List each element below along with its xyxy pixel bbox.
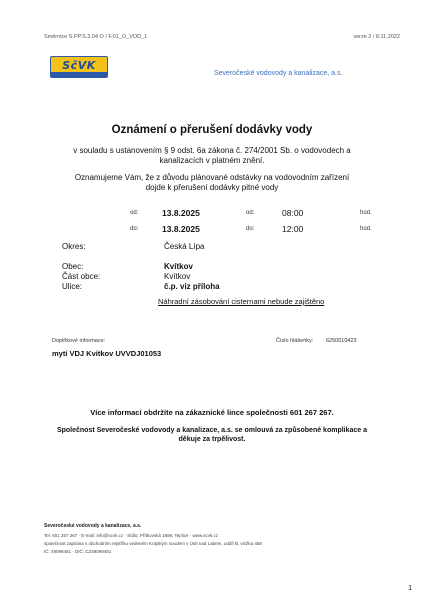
obec-label: Obec: <box>62 262 84 271</box>
ulice-value: č.p. viz příloha <box>164 282 220 291</box>
date-from-value: 13.8.2025 <box>162 208 200 218</box>
date-from-label: od: <box>130 210 139 216</box>
legal-line-1: v souladu s ustanovením § 9 odst. 6a zákona č. 274/2001 Sb. o vodovodech a <box>73 146 351 155</box>
time-to-unit: hod. <box>360 226 372 232</box>
supply-note: Náhradní zásobování cisternami nebude zajištěno <box>158 297 325 306</box>
footer-contact: Tel. 601 267 267 · E-mail: info@scvk.cz · Sídlo: Přítkovská 1689, Teplice · www.scvk.cz <box>44 533 219 538</box>
footer-ids: IČ: 49099451 · DIČ: CZ49099451 <box>44 549 112 554</box>
document-version: verze 2 / 8.11.2022 <box>353 34 400 40</box>
cast-obce-label: Část obce: <box>62 272 101 281</box>
apology-line-1: Společnost Severočeské vodovody a kanalizace, a.s. se omlouvá za způsobené komplikace a <box>56 427 368 434</box>
footer-registry: společnost zapsána v obchodním rejstříku vedeném Krajským soudem v Ústí nad Labem, oddíl B, vložka 468 <box>44 541 262 546</box>
company-logo <box>50 56 108 78</box>
page-title: Oznámení o přerušení dodávky vody <box>111 124 313 136</box>
ulice-label: Ulice: <box>62 282 83 291</box>
okres-value: Česká Lípa <box>164 242 205 251</box>
logo-band <box>51 72 107 77</box>
cast-obce-value: Kvítkov <box>164 272 191 281</box>
company-name: Severočeské vodovody a kanalizace, a.s. <box>214 70 343 77</box>
contact-line: Více informací obdržíte na zákaznické lince společnosti 601 267 267. <box>90 408 334 417</box>
additional-info-value: mytí VDJ Kvítkov UVVDJ01053 <box>52 349 162 358</box>
time-to-label: do: <box>246 226 255 232</box>
document-reference: Směrnice S.PP.S.3.04 O / F.01_O_VOD_1 <box>44 34 148 40</box>
report-number-label: Číslo hlášenky: <box>276 338 314 344</box>
okres-label: Okres: <box>62 242 86 251</box>
time-from-value: 08:00 <box>282 208 304 218</box>
legal-line-2: kanalizacích v platném znění. <box>159 156 265 165</box>
additional-info-label: Doplňkové informace: <box>52 338 106 344</box>
time-from-label: od: <box>246 210 255 216</box>
footer-company: Severočeské vodovody a kanalizace, a.s. <box>44 523 142 529</box>
apology-line-2: děkuje za trpělivost. <box>178 436 246 443</box>
date-to-value: 13.8.2025 <box>162 224 200 234</box>
report-number-value: 6250010423 <box>326 338 357 344</box>
page-number: 1 <box>408 585 412 592</box>
time-to-value: 12:00 <box>282 224 304 234</box>
announcement-line-1: Oznamujeme Vám, že z důvodu plánované odstávky na vodovodním zařízení <box>74 173 350 182</box>
date-to-label: do: <box>130 226 139 232</box>
announcement-line-2: dojde k přerušení dodávky pitné vody <box>145 183 279 192</box>
obec-value: Kvítkov <box>164 262 193 271</box>
logo-text: SčVK <box>62 59 96 72</box>
time-from-unit: hod. <box>360 210 372 216</box>
